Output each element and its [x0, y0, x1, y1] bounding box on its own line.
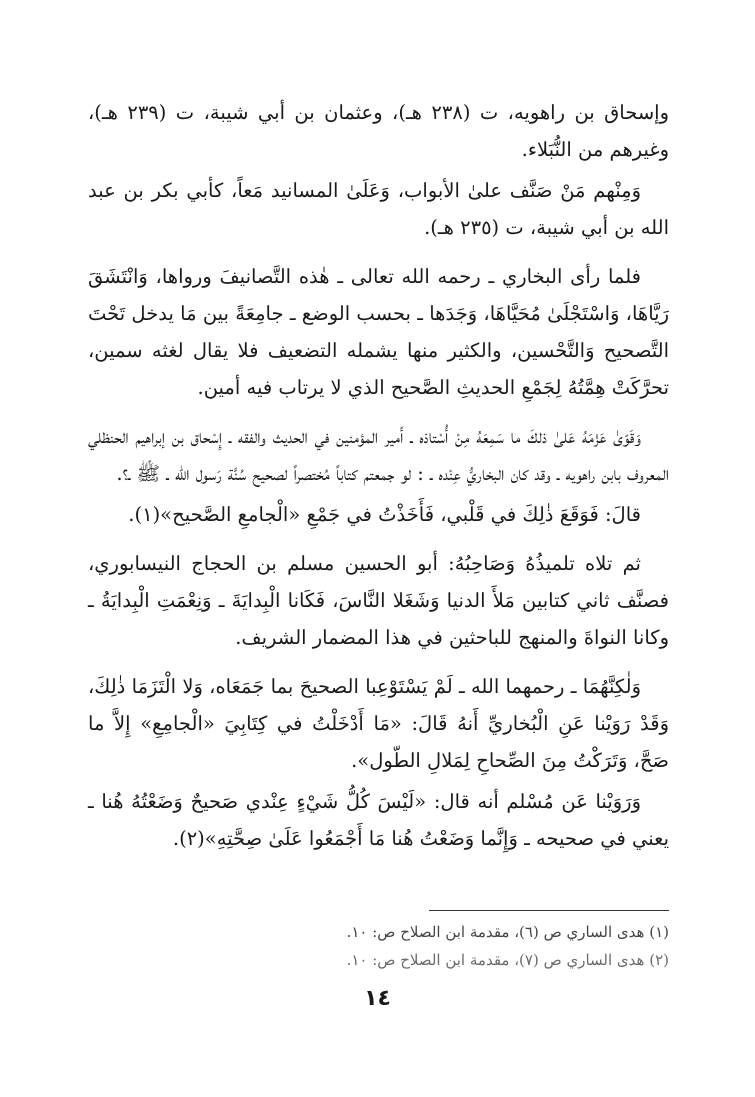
paragraph-8: وَرَوَيْنا عَن مُسْلم أنه قال: «لَيْسَ كُلُّ شَيْءٍ عِنْدي صَحيحٌ وَضَعْتُهُ هُنا ـ يعني في صحيحه ـ وَإِنَّما وَضَعْتُ هُنا مَا أَجْمَعُوا عَلَىٰ صِحَّتِهِ»(٢).: [88, 790, 669, 850]
footnote-divider: [429, 910, 669, 911]
paragraph-7: وَلٰكِنَّهُمَا ـ رحمهما الله ـ لَمْ يَسْتَوْعِبا الصحيحَ بما جَمَعَاه، وَلا الْتَزَمَا ذٰلِكَ، وَقَدْ رَوَيْنا عَنِ الْبُخاريِّ أَنهُ قَالَ: «مَا أَدْخَلْتُ في كِتَابِيَ «الْجامِعِ» إِلاَّ ما صَحَّ، وَتَرَكْتُ مِنَ الصِّحاحِ لِمَلالِ الطّول».: [88, 675, 669, 772]
main-text: [88, 94, 669, 869]
footnote-2: (٢) هدى الساري ص (٧)، مقدمة ابن الصلاح ص: ١٠.: [346, 951, 669, 969]
footnote-1: (١) هدى الساري ص (٦)، مقدمة ابن الصلاح ص: ١٠.: [346, 923, 669, 941]
paragraph-6: ثم تلاه تلميذُهُ وَصَاحِبُهُ: أبو الحسين مسلم بن الحجاج النيسابوري، فصنَّف ثاني كتابين مَلأَ الدنيا وَشَغَلا النَّاسَ، فَكَانا الْبِدايَةَ ـ وَنِعْمَتِ الْبِدايَةُ ـ وكانا النواةَ والمنهج للباحثين في هذا المضمار الشريف.: [88, 552, 669, 649]
footnotes: [88, 918, 669, 974]
paragraph-2: وَمِنْهم مَنْ صَنَّف علىٰ الأبواب، وَعَلَىٰ المسانيد مَعاً، كأبي بكر بن عبد الله بن أبي شيبة، ت (٢٣٥ هـ).: [88, 179, 669, 239]
paragraph-5: قالَ: فَوَقَعَ ذٰلِكَ في قَلْبي، فَأَخَذْتُ في جَمْعِ «الْجامعِ الصَّحيح»(١).: [128, 503, 641, 526]
paragraph-3: فلما رأى البخاري ـ رحمه الله تعالى ـ هٰذه التَّصانيفَ ورواها، وَانْتَشَقَ رَيَّاهَا، وَاسْتَجْلَىٰ مُحَيَّاهَا، وَجَدَها ـ بحسب الوضع ـ جامِعَةً بين مَا يدخل تَحْتَ التَّصحيح وَالتَّحْسين، والكثير منها يشمله التضعيف فلا يقال لغثه سمين، تحرَّكَتْ هِمَّتُهُ لِجَمْعِ الحديثِ الصَّحيح الذي لا يرتاب فيه أمين.: [88, 265, 669, 399]
page-number: ١٤: [364, 986, 391, 1011]
paragraph-1: وإسحاق بن راهويه، ت (٢٣٨ هـ)، وعثمان بن أبي شيبة، ت (٢٣٩ هـ)، وغيرهم من النُّبَلاء.: [88, 101, 669, 161]
paragraph-4: وَقَوّىٰ عَزْمَهُ عَلىٰ ذلكَ ما سَمِعَهُ مِنْ أُسْتاذه ـ أَمير المؤمنين في الحديث والفقه ـ إِسْحاق بن إبراهيم الحنظلي المعروف بابن راهويه ـ وقد كان البخاريُّ عِنْده ـ : لو جمعتم كتاباً مُختصراً لصحيح سُنَّة رَسول الله ـ ﷺ ـ؟.: [88, 425, 669, 485]
